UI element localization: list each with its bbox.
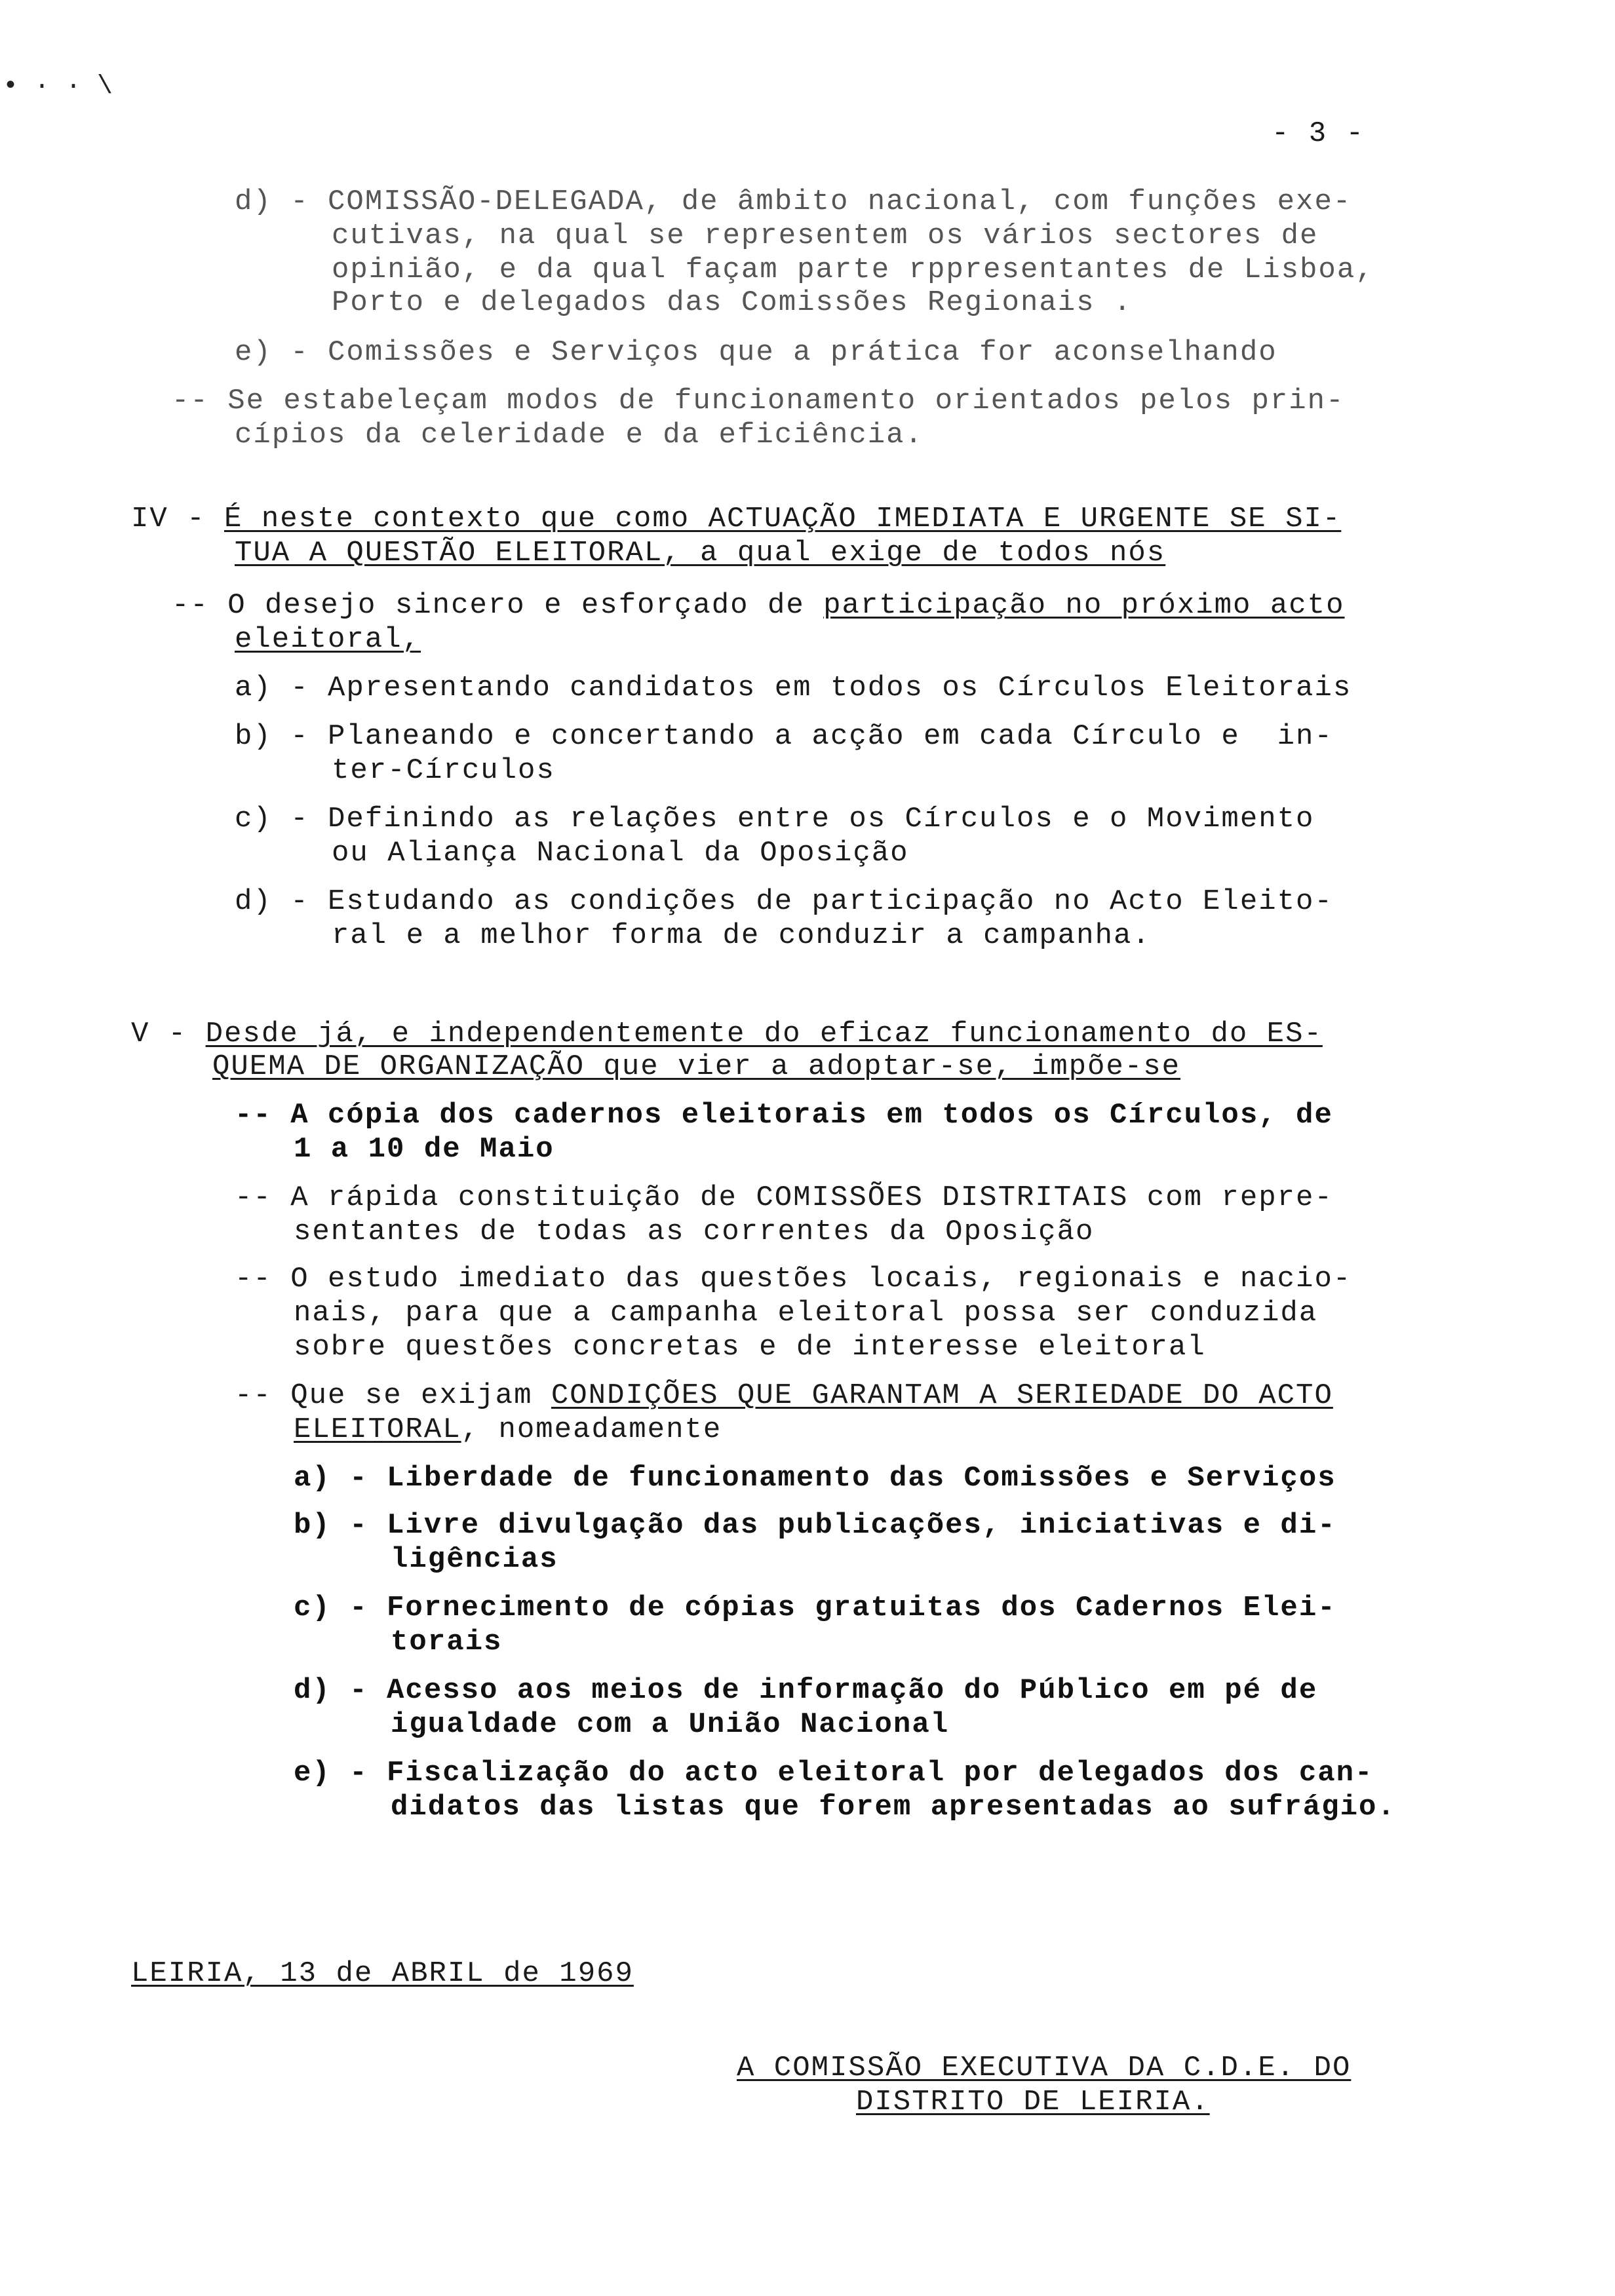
signature-text2: DISTRITO DE LEIRIA. [856,2086,1210,2118]
section-iv-c-line2: ou Aliança Nacional da Oposição [332,837,909,870]
item-d-line4: Porto e delegados das Comissões Regionais . [332,286,1133,319]
place-date-text: LEIRIA, 13 de ABRIL de 1969 [131,1957,634,1990]
dash-item-funcionamento-line2: cípios da celeridade e da eficiência. [235,419,924,451]
section-iv-d-line2: ral e a melhor forma de conduzir a campanha. [332,919,1151,952]
section-iv-heading-text2: TUA A QUESTÃO ELEITORAL, a qual exige de todos nós [235,537,1166,569]
section-iv-a: a) - Apresentando candidatos em todos os Círculos Eleitorais [235,672,1352,704]
section-iv-heading-line2 [235,536,1165,570]
section-iv-item-prefix: -- O desejo sincero e esforçado de [172,589,824,622]
section-v-c-line2: torais [391,1626,503,1658]
item-d-line3: opinião, e da qual façam parte rppresentantes de Lisboa, [332,254,1374,286]
section-v-exijam-line2-underlined: ELEITORAL [294,1413,461,1446]
section-v-estudo: -- O estudo imediato das questões locais, regionais e nacio- [235,1263,1352,1295]
place-date [131,1957,634,1991]
section-v-estudo-line2: nais, para que a campanha eleitoral possa ser conduzida [294,1297,1318,1330]
section-v-b-line2: ligências [391,1543,558,1576]
section-v-d: d) - Acesso aos meios de informação do Público em pé de [294,1674,1318,1707]
section-v-heading-text2: QUEMA DE ORGANIZAÇÃO que vier a adoptar-se, impõe-se [212,1050,1181,1083]
section-v-e: e) - Fiscalização do acto eleitoral por delegados dos can- [294,1757,1374,1789]
section-v-exijam [235,1379,1333,1413]
section-iv-heading-text: É neste contexto que como ACTUAÇÃO IMEDIATA E URGENTE SE SI- [224,503,1342,535]
signature-line2 [856,2085,1210,2119]
section-v-c: c) - Fornecimento de cópias gratuitas dos Cadernos Elei- [294,1592,1336,1624]
section-iv-c: c) - Definindo as relações entre os Círculos e o Movimento [235,803,1315,835]
section-iv-item-underlined-2: eleitoral, [235,623,421,656]
section-v-heading-text: Desde já, e independentemente do eficaz funcionamento do ES- [205,1018,1323,1050]
section-v-d-line2: igualdade com a União Nacional [391,1708,950,1741]
item-d-comissao-delegada: d) - COMISSÃO-DELEGADA, de âmbito nacional, com funções exe- [235,185,1352,218]
section-iv-b-line2: ter-Círculos [332,754,555,787]
section-v-heading-line2 [212,1050,1180,1084]
section-v-a: a) - Liberdade de funcionamento das Comissões e Serviços [294,1462,1336,1495]
section-v-e-line2: didatos das listas que forem apresentadas ao sufrágio. [391,1791,1396,1824]
section-v-estudo-line3: sobre questões concretas e de interesse eleitoral [294,1331,1206,1364]
corner-mark: • · · \ [3,72,113,102]
dash-item-funcionamento: -- Se estabeleçam modos de funcionamento orientados pelos prin- [172,385,1345,417]
section-v-exijam-underlined: CONDIÇÕES QUE GARANTAM A SERIEDADE DO ACTO [551,1379,1333,1412]
page-number: - 3 - [1272,117,1365,150]
section-v-exijam-prefix: -- Que se exijam [235,1379,551,1412]
item-e-comissoes: e) - Comissões e Serviços que a prática for aconselhando [235,336,1277,369]
section-iv-numeral: IV - [131,503,225,535]
section-v-b: b) - Livre divulgação das publicações, iniciativas e di- [294,1509,1336,1542]
section-iv-item-line2 [235,622,421,657]
item-d-line2: cutivas, na qual se representem os vários sectores de [332,220,1319,252]
section-iv-b: b) - Planeando e concertando a acção em cada Círculo e in- [235,720,1333,753]
section-v-comissoes: -- A rápida constituição de COMISSÕES DISTRITAIS com repre- [235,1181,1333,1214]
section-v-exijam-line2-rest: , nomeadamente [461,1413,722,1446]
signature-line1 [737,2051,1351,2085]
section-v-numeral: V - [131,1018,206,1050]
signature-text1: A COMISSÃO EXECUTIVA DA C.D.E. DO [737,2052,1352,2084]
section-v-copia-line2: 1 a 10 de Maio [294,1133,555,1166]
section-iv-d: d) - Estudando as condições de participação no Acto Eleito- [235,885,1333,918]
section-v-heading-line1 [131,1017,1323,1051]
section-iv-item-underlined: participação no próximo acto [823,589,1345,622]
section-iv-heading-line1 [131,502,1341,536]
section-v-copia: -- A cópia dos cadernos eleitorais em todos os Círculos, de [235,1099,1333,1132]
section-v-comissoes-line2: sentantes de todas as correntes da Oposição [294,1215,1095,1248]
section-iv-item [172,588,1344,622]
section-v-exijam-line2 [294,1413,722,1447]
